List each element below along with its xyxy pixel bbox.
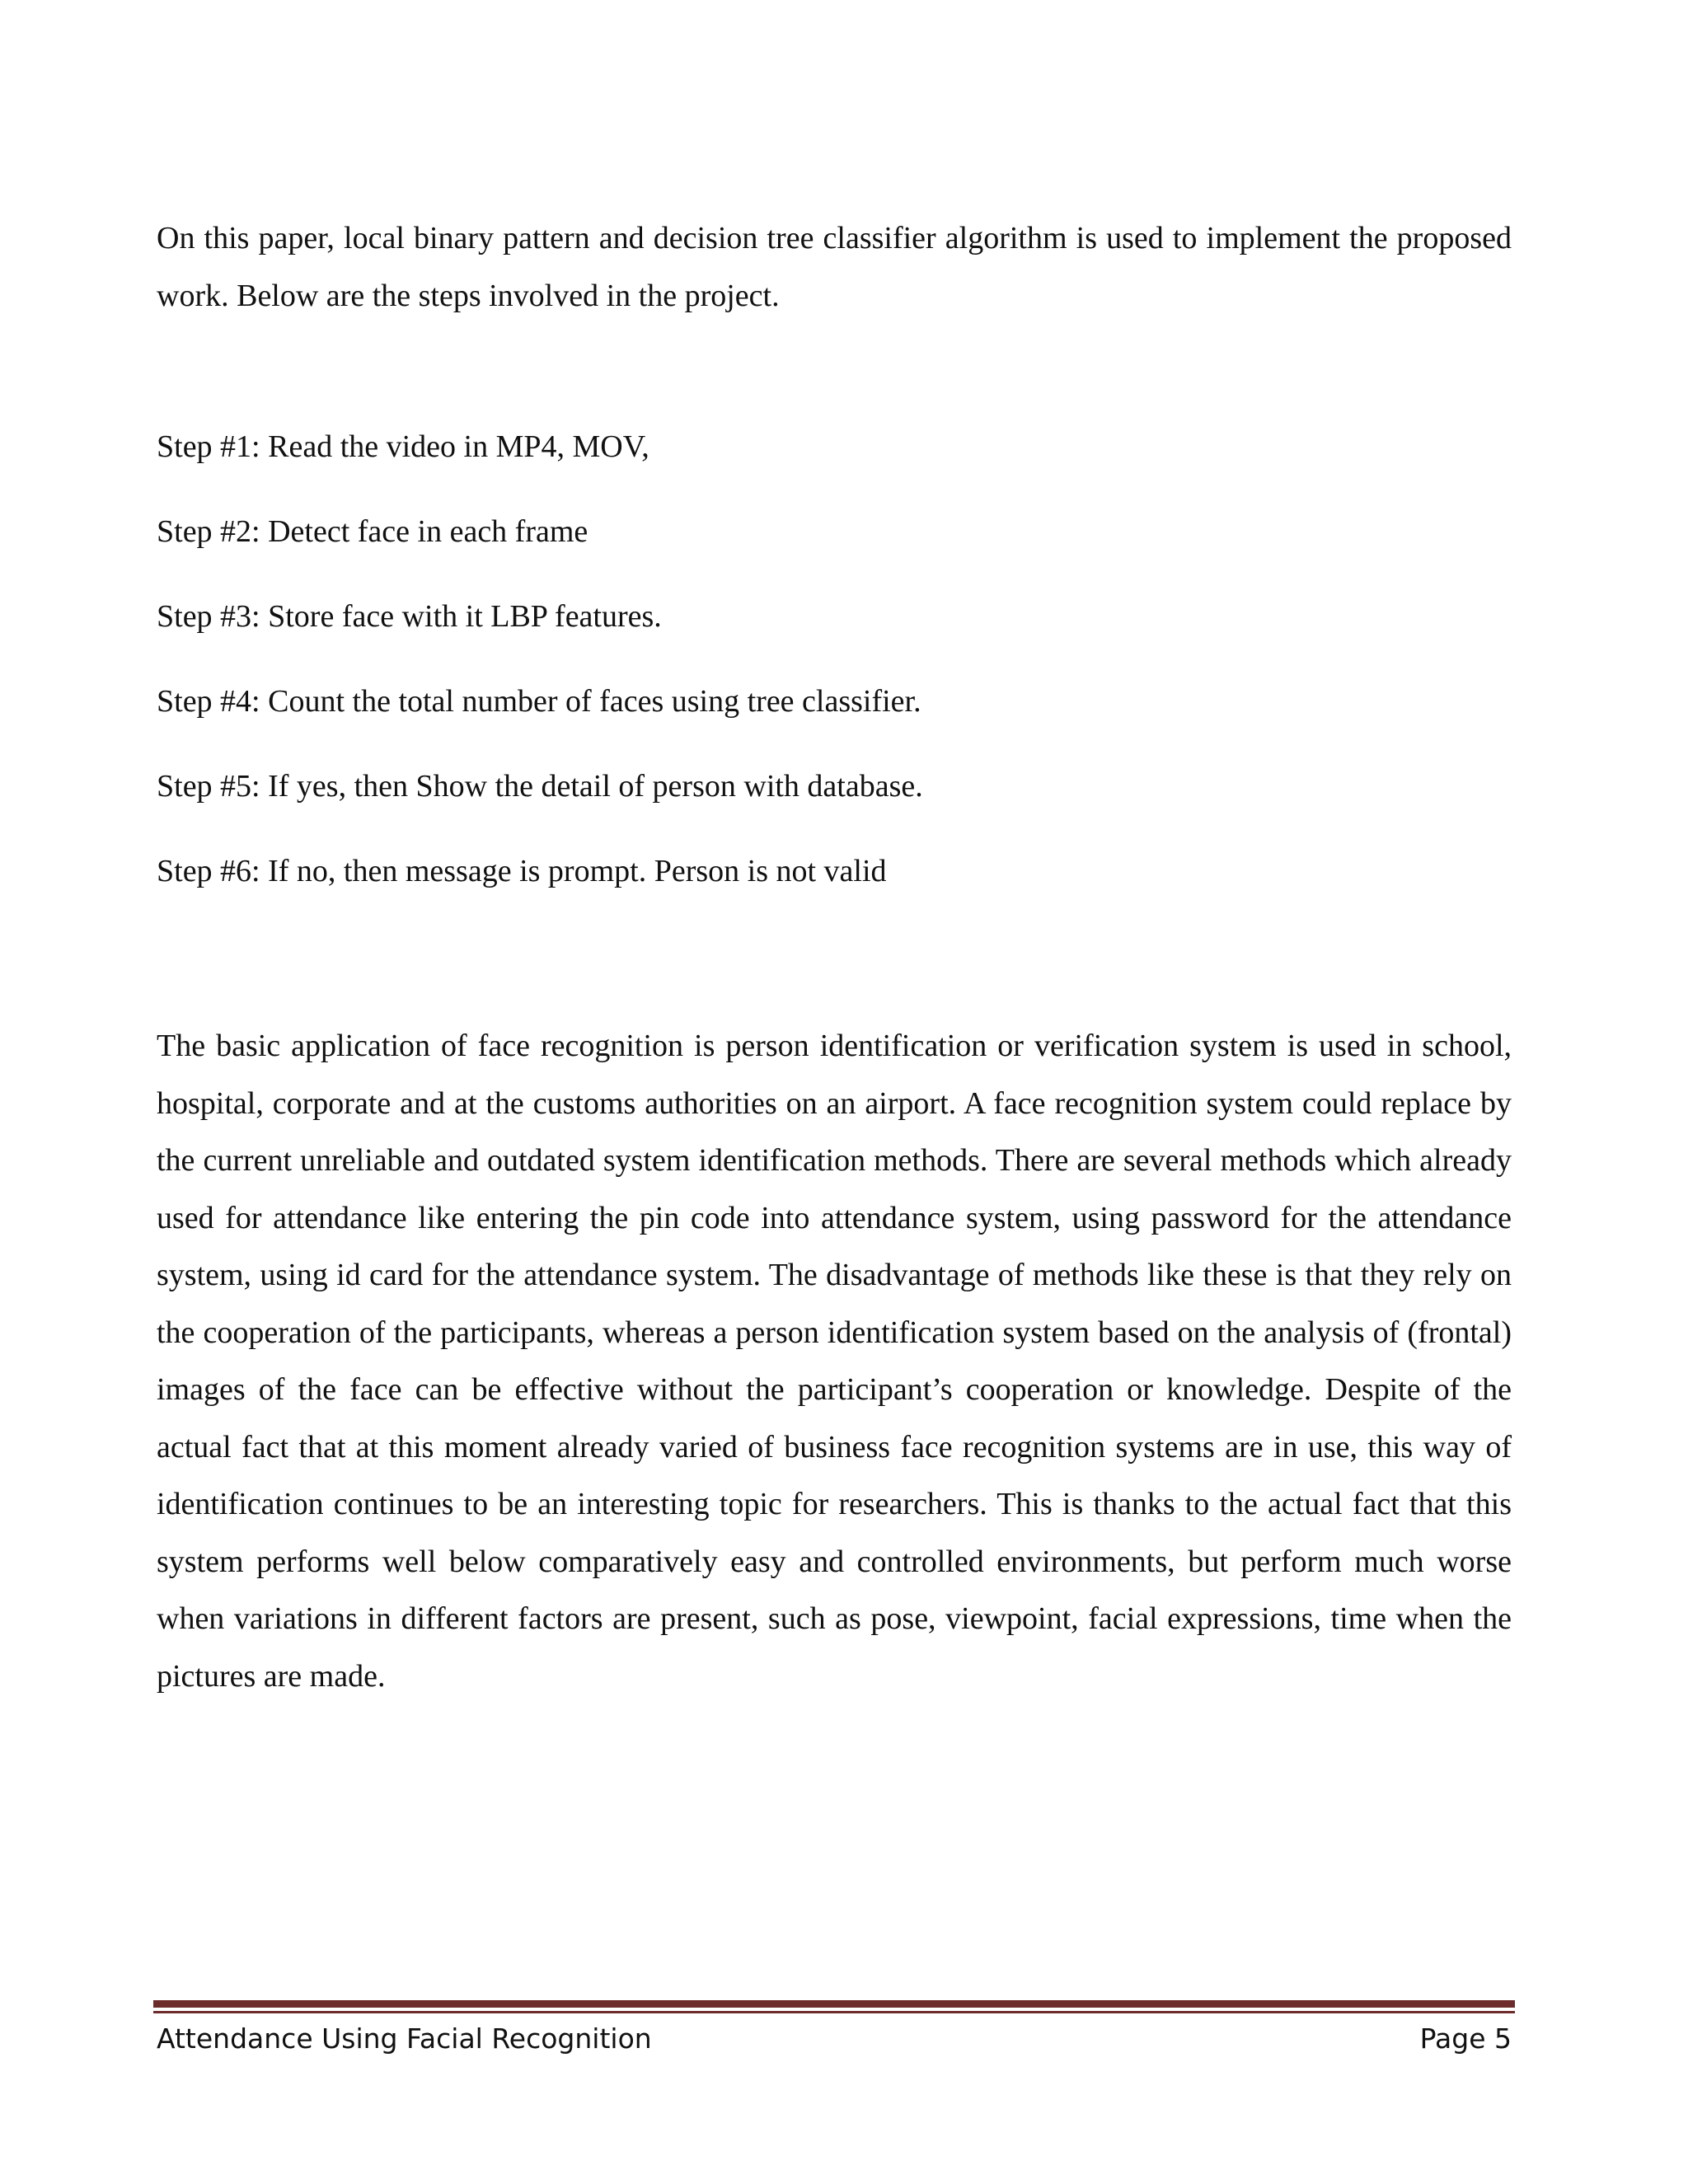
step-3: Step #3: Store face with it LBP features. bbox=[157, 599, 662, 634]
page-number: Page 5 bbox=[1419, 2022, 1512, 2055]
step-6: Step #6: If no, then message is prompt. Person is not valid bbox=[157, 854, 887, 888]
steps-list bbox=[157, 426, 1512, 935]
step-5: Step #5: If yes, then Show the detail of person with database. bbox=[157, 769, 923, 804]
step-4: Step #4: Count the total number of faces using tree classifier. bbox=[157, 684, 921, 719]
step-2: Step #2: Detect face in each frame bbox=[157, 514, 588, 549]
footer-rule-thick bbox=[153, 2000, 1515, 2008]
intro-paragraph: On this paper, local binary pattern and decision tree classifier algorithm is used to implement the proposed work. Below are the steps involved in the project. bbox=[157, 221, 1512, 313]
step-1: Step #1: Read the video in MP4, MOV, bbox=[157, 429, 649, 464]
body-paragraph: The basic application of face recognition is person identification or verification system is used in school, hospital, corporate and at the customs authorities on an airport. A face recognition system could replace by the current unreliable and outdated system identification methods. There are several methods which already used for attendance like entering the pin code into attendance system, using password for the attendance system, using id card for the attendance system. The disadvantage of methods like these is that they rely on the cooperation of the participants, whereas a person identification system based on the analysis of (frontal) images of the face can be effective without the participant’s cooperation or knowledge. Despite of the actual fact that at this moment already varied of business face recognition systems are in use, this way of identification continues to be an interesting topic for researchers. This is thanks to the actual fact that this system performs well below comparatively easy and controlled environments, but perform much worse when variations in different factors are present, such as pose, viewpoint, facial expressions, time when the pictures are made. bbox=[157, 1029, 1512, 1694]
footer-title: Attendance Using Facial Recognition bbox=[157, 2022, 652, 2055]
footer-rule-thin bbox=[153, 2011, 1515, 2013]
page-footer bbox=[157, 2016, 1512, 2062]
